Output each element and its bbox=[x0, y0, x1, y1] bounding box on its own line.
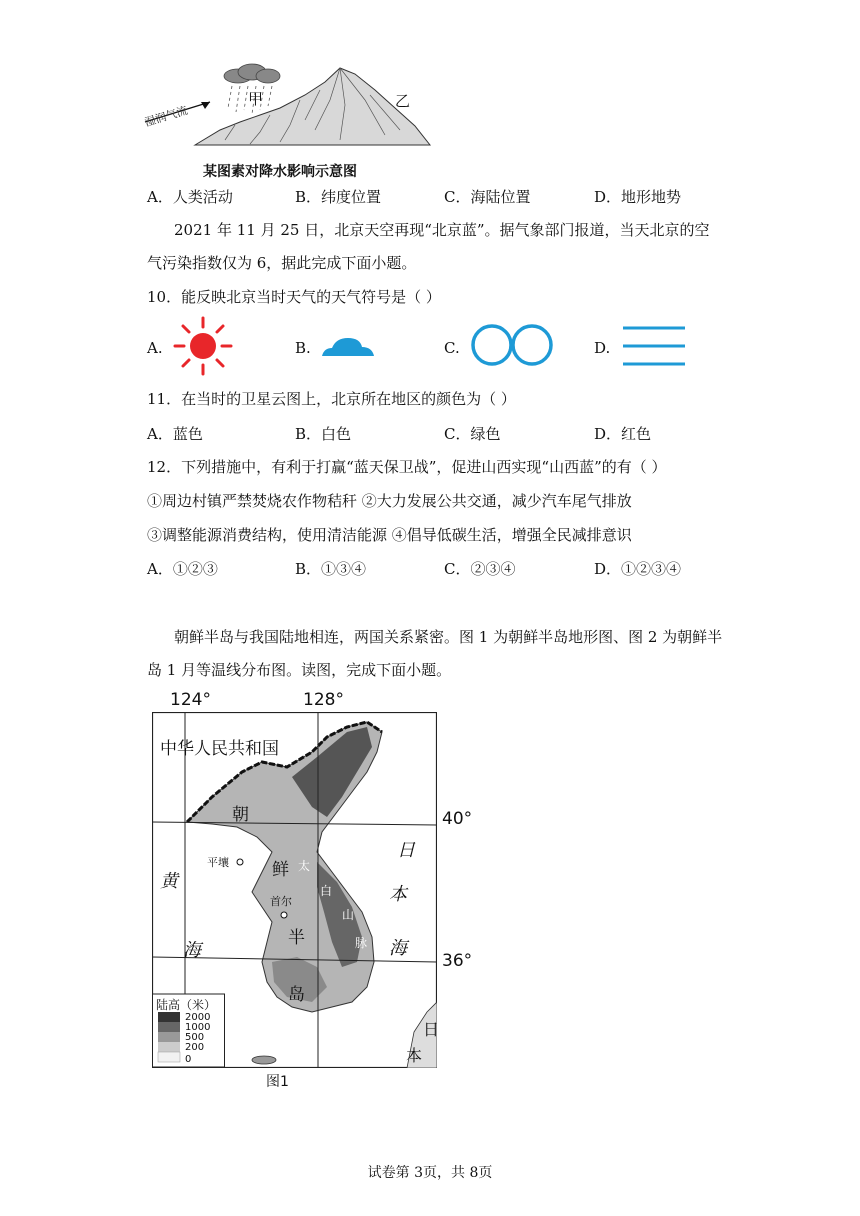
airflow-label: 湿润气流 bbox=[143, 103, 190, 130]
lon-128-label: 128° bbox=[303, 690, 344, 710]
q12-stem: 12．下列措施中，有利于打赢“蓝天保卫战”，促进山西实现“山西蓝”的有（ ） bbox=[147, 458, 667, 476]
mountain-figure bbox=[140, 60, 440, 155]
q11-option-d[interactable]: D．红色 bbox=[594, 425, 652, 443]
q12-option-a[interactable]: A．①②③ bbox=[147, 560, 218, 578]
legend-level-200: 200 bbox=[185, 1042, 205, 1053]
lon-124-label: 124° bbox=[170, 690, 211, 710]
map-label-tai: 太 bbox=[298, 859, 311, 873]
map-label-shan: 山 bbox=[342, 908, 355, 922]
passage1-line1: 2021 年 11 月 25 日，北京天空再现“北京蓝”。据气象部门报道，当天北京的空 bbox=[174, 221, 710, 239]
legend-level-2000: 2000 bbox=[185, 1012, 211, 1023]
haze-icon bbox=[470, 320, 556, 374]
legend-level-1000: 1000 bbox=[185, 1022, 211, 1033]
q10-stem: 10．能反映北京当时天气的天气符号是（ ） bbox=[147, 288, 441, 306]
passage2-line2: 岛 1 月等温线分布图。读图，完成下面小题。 bbox=[147, 661, 452, 679]
map-caption: 图1 bbox=[266, 1074, 289, 1090]
sun-icon bbox=[170, 316, 236, 380]
map-label-huang: 黄 bbox=[160, 871, 178, 892]
cloud-icon bbox=[318, 328, 378, 364]
q11-option-c[interactable]: C．绿色 bbox=[444, 425, 501, 443]
map-label-hai-east: 海 bbox=[389, 938, 407, 959]
passage1-line2: 气污染指数仅为 6，据此完成下面小题。 bbox=[147, 254, 417, 272]
map-label-xian: 鲜 bbox=[272, 860, 289, 880]
legend-title: 陆高（米） bbox=[156, 998, 217, 1012]
map-label-japan-ri: 日 bbox=[423, 1020, 440, 1039]
q9-option-d[interactable]: D．地形地势 bbox=[594, 188, 682, 206]
map-label-mai: 脉 bbox=[355, 936, 368, 950]
q9-option-c[interactable]: C．海陆位置 bbox=[444, 188, 531, 206]
legend-level-0: 0 bbox=[185, 1054, 192, 1065]
map-label-bai: 白 bbox=[320, 884, 333, 898]
map-label-chao: 朝 bbox=[232, 805, 249, 825]
map-label-seoul: 首尔 bbox=[270, 895, 292, 908]
q12-measures-line2: ③调整能源消费结构，使用清洁能源 ④倡导低碳生活，增强全民减排意识 bbox=[147, 526, 632, 544]
map-label-pyongyang: 平壤 bbox=[207, 856, 229, 869]
q9-option-b[interactable]: B．纬度位置 bbox=[295, 188, 382, 206]
q10-option-d[interactable]: D. bbox=[594, 339, 611, 357]
q10-option-a[interactable]: A. bbox=[147, 339, 163, 357]
q11-stem: 11．在当时的卫星云图上，北京所在地区的颜色为（ ） bbox=[147, 390, 516, 408]
map-label-dao: 岛 bbox=[288, 985, 305, 1005]
label-jia: 甲 bbox=[248, 90, 264, 108]
q12-measures-line1: ①周边村镇严禁焚烧农作物秸秆 ②大力发展公共交通，减少汽车尾气排放 bbox=[147, 492, 632, 510]
q12-option-c[interactable]: C．②③④ bbox=[444, 560, 516, 578]
passage2-line1: 朝鲜半岛与我国陆地相连，两国关系紧密。图 1 为朝鲜半岛地形图、图 2 为朝鲜半 bbox=[174, 628, 723, 646]
map-label-japan-ben: 本 bbox=[406, 1046, 423, 1065]
lat-40-label: 40° bbox=[442, 809, 473, 829]
q11-option-a[interactable]: A．蓝色 bbox=[147, 425, 203, 443]
map-label-ri: 日 bbox=[397, 840, 415, 861]
map-label-ben: 本 bbox=[389, 884, 407, 905]
map-label-ban: 半 bbox=[288, 928, 305, 948]
lat-36-label: 36° bbox=[442, 951, 473, 971]
legend-level-500: 500 bbox=[185, 1032, 205, 1043]
map-label-china: 中华人民共和国 bbox=[160, 739, 279, 759]
fog-icon bbox=[620, 322, 690, 376]
label-yi: 乙 bbox=[395, 92, 411, 110]
q9-option-a[interactable]: A．人类活动 bbox=[147, 188, 233, 206]
mountain-figure-caption: 某图素对降水影响示意图 bbox=[203, 164, 357, 180]
page-footer: 试卷第 3页，共 8页 bbox=[367, 1165, 493, 1181]
q10-option-b[interactable]: B. bbox=[295, 339, 311, 357]
map-label-hai-west: 海 bbox=[183, 940, 201, 961]
q12-option-b[interactable]: B．①③④ bbox=[295, 560, 367, 578]
q10-option-c[interactable]: C. bbox=[444, 339, 460, 357]
q11-option-b[interactable]: B．白色 bbox=[295, 425, 352, 443]
q12-option-d[interactable]: D．①②③④ bbox=[594, 560, 682, 578]
